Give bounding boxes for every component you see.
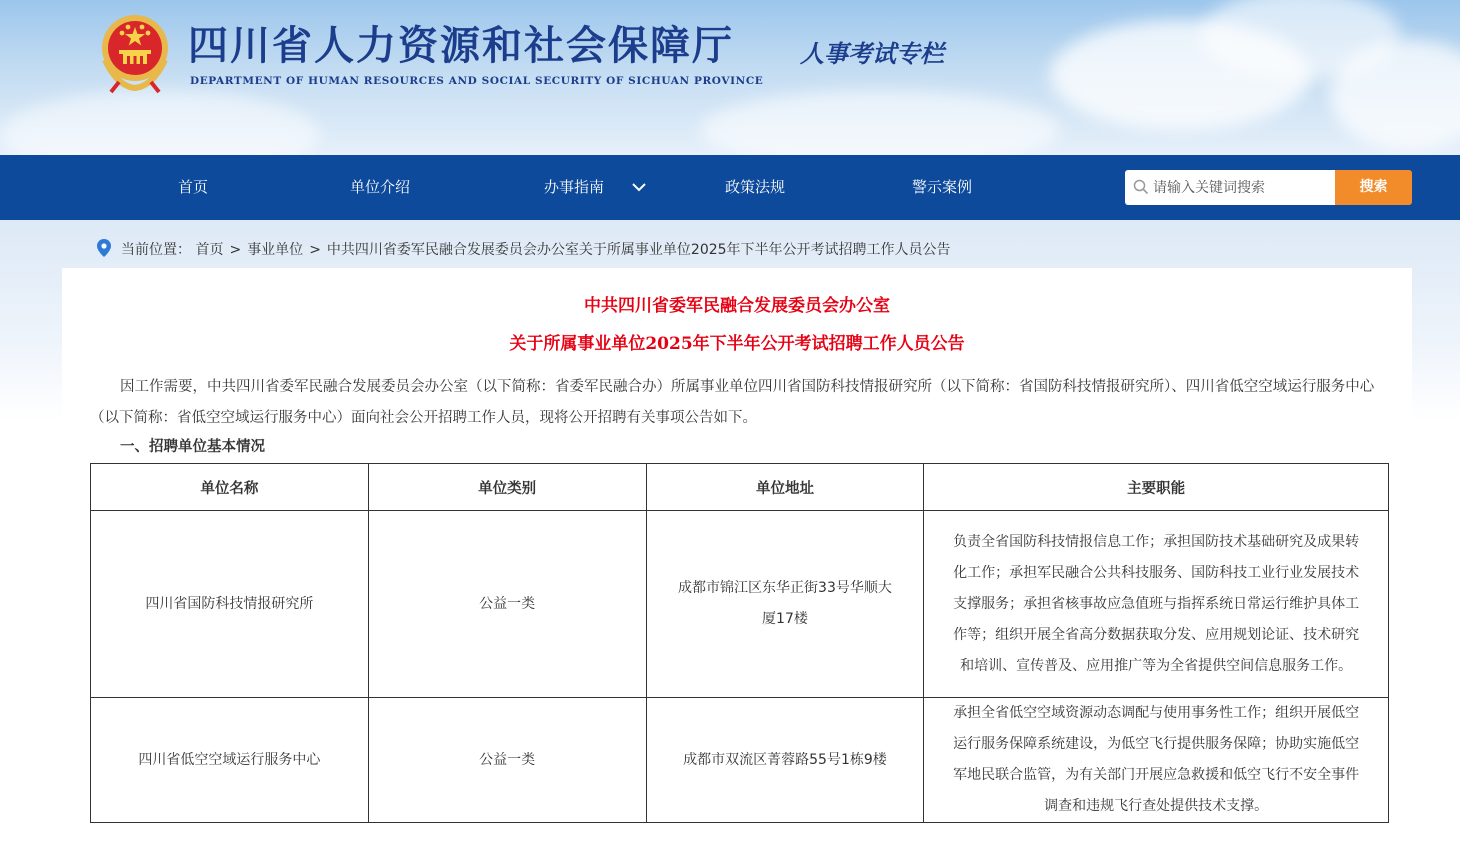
unit-duty-cell: 负责全省国防科技情报信息工作；承担国防技术基础研究及成果转化工作；承担军民融合公共科技服务、国防科技工业行业发展技术支撑服务；承担省核事故应急值班与指挥系统日常运行维护具体工作等；组织开展全省高分数据获取分发、应用规划论证、技术研究和培训、宣传普及、应用推广等为全省提供空间信息服务工作。	[924, 511, 1389, 698]
section-heading: 一、招聘单位基本情况	[120, 439, 265, 455]
table-header-row	[91, 464, 1389, 511]
column-title: 人事考试专栏	[800, 39, 944, 68]
unit-address-cell: 成都市双流区菁蓉路55号1栋9楼	[646, 698, 924, 823]
article-title-line1: 中共四川省委军民融合发展委员会办公室	[584, 296, 890, 316]
nav-item-warning-cases[interactable]	[892, 155, 992, 220]
table-row	[91, 511, 1389, 698]
cloud-decoration	[0, 90, 320, 155]
nav-item-label: 政策法规	[724, 178, 785, 196]
nav-item-home[interactable]	[150, 155, 236, 220]
national-emblem-icon	[97, 12, 173, 94]
nav-item-label: 警示案例	[911, 178, 972, 196]
search-icon	[1133, 179, 1149, 195]
nav-item-about[interactable]	[330, 155, 430, 220]
chevron-down-icon	[632, 183, 646, 192]
unit-duty-cell: 承担全省低空空域资源动态调配与使用事务性工作；组织开展低空运行服务保障系统建设，为低空飞行提供服务保障；协助实施低空军地民联合监管，为有关部门开展应急救援和低空飞行不安全事件调查和违规飞行查处提供技术支撑。	[924, 698, 1389, 823]
site-header	[0, 0, 1460, 155]
table-header-cell: 单位名称	[91, 464, 369, 511]
unit-type-cell: 公益一类	[368, 698, 646, 823]
breadcrumb	[97, 238, 951, 262]
article-title-line2: 关于所属事业单位2025年下半年公开考试招聘工作人员公告	[509, 334, 965, 354]
unit-name-cell: 四川省低空空域运行服务中心	[91, 698, 369, 823]
search-box	[1125, 170, 1335, 205]
breadcrumb-current: 中共四川省委军民融合发展委员会办公室关于所属事业单位2025年下半年公开考试招聘工作人员公告	[326, 242, 951, 258]
nav-item-label: 单位介绍	[349, 178, 410, 196]
search-button[interactable]: 搜索	[1335, 170, 1412, 205]
site-title: 四川省人力资源和社会保障厅	[188, 22, 734, 69]
table-header-cell: 单位类别	[368, 464, 646, 511]
location-pin-icon	[97, 239, 111, 257]
unit-type-cell: 公益一类	[368, 511, 646, 698]
nav-item-label: 首页	[177, 178, 208, 196]
breadcrumb-category-link[interactable]: 事业单位	[247, 242, 304, 258]
breadcrumb-separator: >	[229, 242, 242, 258]
nav-item-label: 办事指南	[543, 178, 604, 196]
breadcrumb-prefix: 当前位置：	[121, 242, 191, 258]
article-intro: 因工作需要，中共四川省委军民融合发展委员会办公室（以下简称：省委军民融合办）所属事业单位四川省国防科技情报研究所（以下简称：省国防科技情报研究所）、四川省低空空域运行服务中心（以下简称：省低空空域运行服务中心）面向社会公开招聘工作人员，现将公开招聘有关事项公告如下。	[90, 379, 1375, 426]
table-header-cell: 单位地址	[646, 464, 924, 511]
unit-address-cell: 成都市锦江区东华正街33号华顺大厦17楼	[646, 511, 924, 698]
breadcrumb-home-link[interactable]: 首页	[195, 242, 224, 258]
unit-name-cell: 四川省国防科技情报研究所	[91, 511, 369, 698]
units-table	[90, 463, 1389, 823]
article-panel	[62, 268, 1412, 845]
table-header-cell: 主要职能	[924, 464, 1389, 511]
search-input[interactable]	[1153, 170, 1331, 205]
nav-item-policy[interactable]	[705, 155, 805, 220]
cloud-decoration	[700, 90, 1060, 155]
nav-item-guide[interactable]	[520, 155, 670, 220]
breadcrumb-separator: >	[309, 242, 321, 258]
site-title-english: DEPARTMENT OF HUMAN RESOURCES AND SOCIAL SECURITY OF SICHUAN PROVINCE	[190, 75, 764, 87]
table-row	[91, 698, 1389, 823]
